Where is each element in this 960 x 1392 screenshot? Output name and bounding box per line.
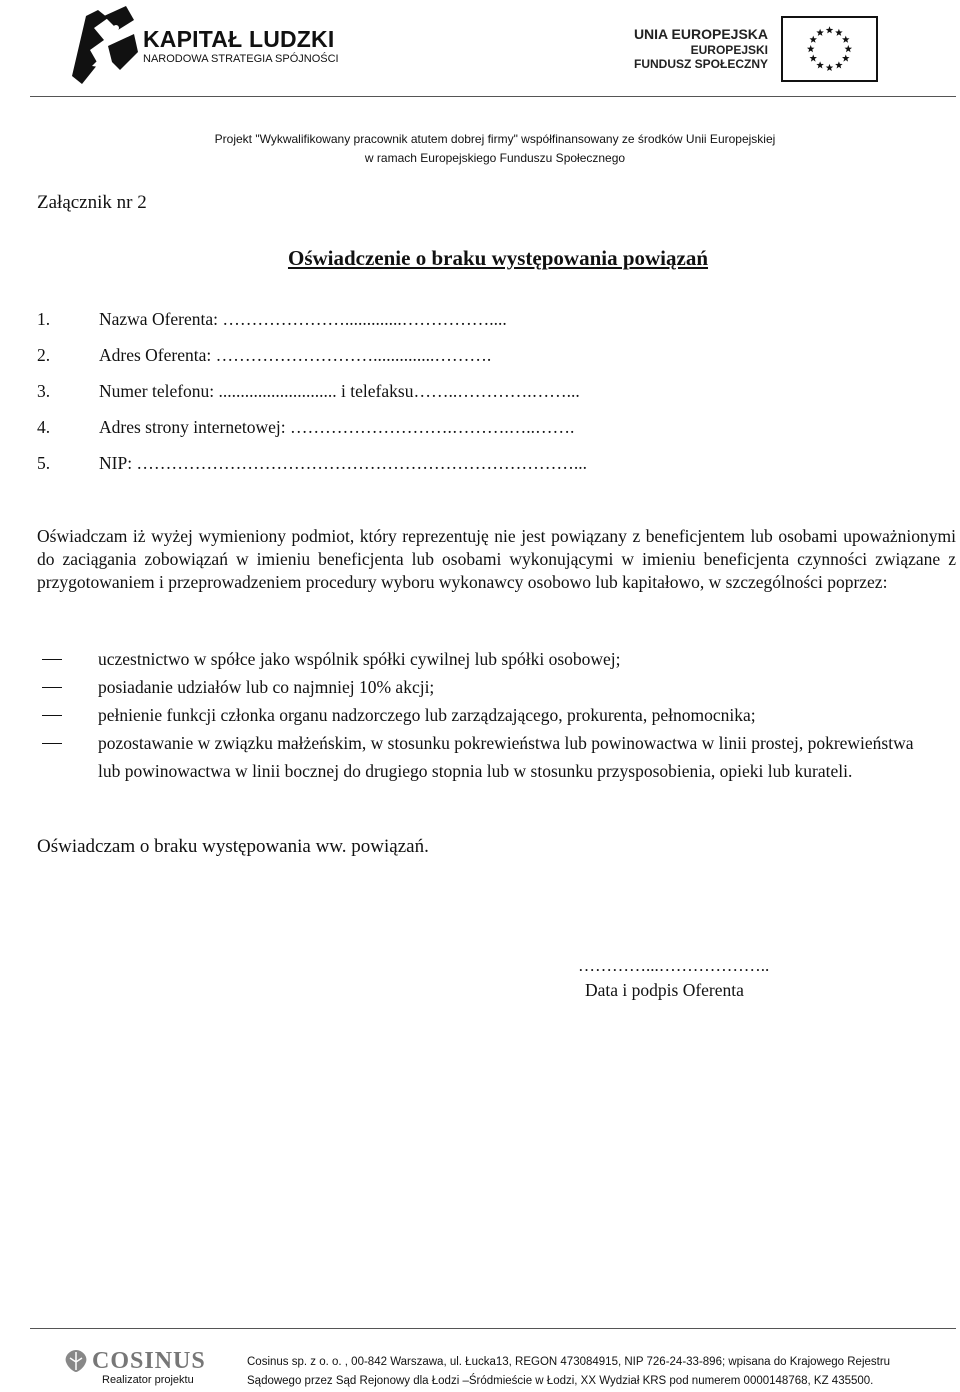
eu-star-icon (809, 36, 816, 43)
list-item (40, 673, 940, 701)
eu-star-icon (826, 64, 833, 71)
field-number: 5. (37, 453, 51, 473)
eu-star-icon (807, 45, 814, 52)
field-offeror-name (37, 309, 507, 330)
eu-star-icon (842, 54, 849, 61)
eu-star-icon (826, 26, 833, 33)
list-item (40, 701, 940, 729)
footer-line-2: Sądowego przez Sąd Rejonowy dla Łodzi –Śródmieście w Łodzi, XX Wydział KRS pod numerem 0000148768, KZ 435500. (247, 1375, 874, 1387)
project-line-1: Projekt "Wykwalifikowany pracownik atutem dobrej firmy" współfinansowany ze środków Unii Europejskiej (214, 132, 776, 146)
footer-divider (30, 1328, 956, 1329)
document-title: Oświadczenie o braku występowania powiązań (287, 246, 709, 270)
list-item-text: posiadanie udziałów lub co najmniej 10% akcji; (98, 677, 435, 697)
annex-label: Załącznik nr 2 (37, 192, 147, 213)
field-text: Adres strony internetowej: ……………………….……….…..……. (99, 417, 575, 437)
field-offeror-address (37, 345, 491, 366)
footer-company-info (247, 1353, 890, 1391)
eu-flag-icon (781, 16, 878, 82)
signature-label: Data i podpis Oferenta (585, 980, 744, 1000)
final-statement: Oświadczam o braku występowania ww. powiązań. (37, 836, 429, 857)
field-number: 2. (37, 345, 51, 365)
field-nip (37, 453, 587, 474)
eu-logo-text (632, 26, 768, 71)
eu-line-1: UNIA EUROPEJSKA (633, 26, 768, 42)
project-line-2: w ramach Europejskiego Funduszu Społecznego (364, 151, 626, 165)
eu-line-2: EUROPEJSKI (690, 43, 768, 57)
eu-star-icon (842, 36, 849, 43)
field-number: 3. (37, 381, 51, 401)
kapital-ludzki-subtitle: NARODOWA STRATEGIA SPÓJNOŚCI (143, 53, 339, 65)
eu-star-icon (835, 29, 842, 36)
list-item (40, 729, 940, 785)
field-number: 4. (37, 417, 51, 437)
list-item-text: pozostawanie w związku małżeńskim, w stosunku pokrewieństwa lub powinowactwa w linii prostej, pokrewieństwa lub powinowactwa w linii bocznej do drugiego stopnia lub w stosunku przysposobienia, opieki lub kurateli. (98, 733, 914, 781)
field-text: NIP: …………………………………………………………………... (99, 453, 588, 473)
field-number: 1. (37, 309, 51, 329)
kapital-ludzki-title: KAPITAŁ LUDZKI (143, 26, 335, 52)
signature-line: …………...……………….. (578, 956, 770, 975)
declaration-paragraph: Oświadczam iż wyżej wymieniony podmiot, który reprezentuję nie jest powiązany z beneficjentem lub osobami upoważnionymi do zaciągania zobowiązań w imieniu beneficjenta lub osobami wykonującymi w imieniu beneficjenta czynności związane z przygotowaniem i przeprowadzeniem procedury wyboru wykonawcy osobowo lub kapitałowo, w szczególności poprzez: (37, 526, 956, 592)
header-divider (30, 96, 956, 97)
field-website (37, 417, 574, 438)
cosinus-leaf-logo-icon (62, 1348, 90, 1374)
list-item-text: uczestnictwo w spółce jako wspólnik spółki cywilnej lub spółki osobowej; (98, 649, 621, 669)
eu-star-icon (845, 45, 852, 52)
eu-star-icon (835, 61, 842, 68)
project-info (0, 130, 960, 168)
list-item-text: pełnienie funkcji członka organu nadzorczego lub zarządzającego, prokurenta, pełnomocnika; (98, 705, 756, 725)
relations-list (40, 645, 940, 785)
eu-star-icon (809, 54, 816, 61)
eu-star-icon (816, 29, 823, 36)
field-phone-fax (37, 381, 580, 402)
field-text: Nazwa Oferenta: ………………….............…………….... (99, 309, 507, 329)
footer-line-1: Cosinus sp. z o. o. , 00-842 Warszawa, ul. Łucka13, REGON 473084915, NIP 726-24-33-896; wpisana do Krajowego Rejestru (247, 1356, 891, 1368)
list-item (40, 645, 940, 673)
realizator-label: Realizator projektu (102, 1374, 194, 1386)
eu-star-icon (816, 61, 823, 68)
cosinus-logo-text: COSINUS (92, 1348, 206, 1374)
field-text: Adres Oferenta: ………………………..............………. (99, 345, 492, 365)
field-text: Numer telefonu: ........................... i telefaksu……..………….……... (99, 381, 580, 401)
eu-line-3: FUNDUSZ SPOŁECZNY (633, 57, 768, 71)
